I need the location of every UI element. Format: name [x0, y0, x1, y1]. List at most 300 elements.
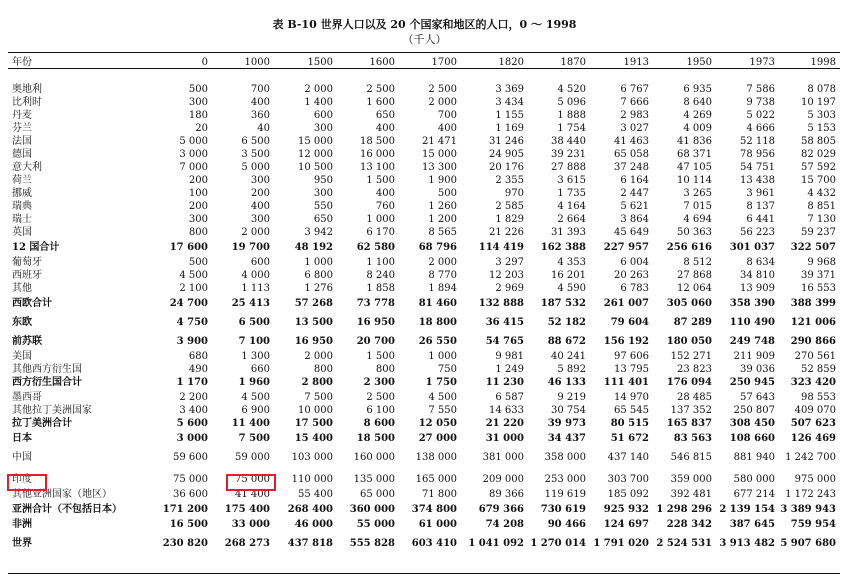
table-cell: 200 — [250, 188, 270, 199]
table-cell: 5 892 — [557, 364, 586, 375]
table-cell: 180 — [188, 110, 208, 121]
table-cell: 8 640 — [683, 97, 712, 108]
row-label: 其他西方衍生国 — [12, 364, 82, 375]
table-cell: 38 440 — [551, 136, 586, 147]
table-cell: 13 909 — [740, 283, 775, 294]
table-cell: 73 778 — [356, 298, 395, 309]
table-cell: 4 432 — [807, 188, 836, 199]
table-cell: 54 751 — [740, 162, 775, 173]
table-cell: 180 050 — [666, 336, 712, 347]
table-cell: 1 600 — [366, 97, 395, 108]
table-cell: 250 807 — [733, 405, 775, 416]
table-cell: 54 765 — [485, 336, 524, 347]
table-cell: 228 342 — [666, 519, 712, 530]
table-cell: 209 000 — [482, 474, 524, 485]
table-cell: 1 858 — [366, 283, 395, 294]
table-cell: 7 550 — [428, 405, 457, 416]
table-row — [0, 297, 849, 310]
table-cell: 7 586 — [746, 84, 775, 95]
table-cell: 30 754 — [551, 405, 586, 416]
table-cell: 975 000 — [794, 474, 836, 485]
table-cell: 374 800 — [411, 504, 457, 515]
table-cell: 700 — [250, 84, 270, 95]
table-cell: 250 945 — [729, 377, 775, 388]
table-cell: 68 796 — [418, 242, 457, 253]
table-row — [0, 518, 849, 531]
table-row — [0, 241, 849, 254]
table-header-row — [0, 56, 849, 69]
table-cell: 55 000 — [356, 519, 395, 530]
table-cell: 15 400 — [294, 433, 333, 444]
table-cell: 580 000 — [733, 474, 775, 485]
table-cell: 45 649 — [614, 227, 649, 238]
table-cell: 358 390 — [729, 298, 775, 309]
highlight-china-1000 — [226, 474, 276, 491]
table-cell: 750 — [437, 364, 457, 375]
table-cell: 160 000 — [353, 452, 395, 463]
table-cell: 39 371 — [801, 270, 836, 281]
table-cell: 8 770 — [428, 270, 457, 281]
table-cell: 3 000 — [176, 433, 208, 444]
column-header: 1500 — [307, 57, 333, 68]
column-header: 1973 — [749, 57, 775, 68]
table-cell: 5 621 — [620, 201, 649, 212]
table-cell: 300 — [250, 214, 270, 225]
table-cell: 176 094 — [666, 377, 712, 388]
table-cell: 270 561 — [794, 351, 836, 362]
table-cell: 1 242 700 — [785, 452, 836, 463]
row-label: 瑞士 — [12, 214, 32, 225]
row-label: 法国 — [12, 136, 32, 147]
table-cell: 5 000 — [241, 162, 270, 173]
table-cell: 8 240 — [366, 270, 395, 281]
table-cell: 9 981 — [495, 351, 524, 362]
table-cell: 23 823 — [677, 364, 712, 375]
table-cell: 300 — [188, 214, 208, 225]
table-cell: 2 000 — [428, 257, 457, 268]
row-label: 其他拉丁美洲国家 — [12, 405, 92, 416]
table-cell: 305 060 — [666, 298, 712, 309]
table-cell: 409 070 — [794, 405, 836, 416]
table-cell: 4 269 — [683, 110, 712, 121]
table-cell: 679 366 — [478, 504, 524, 515]
table-cell: 58 805 — [801, 136, 836, 147]
table-row — [0, 537, 849, 550]
table-cell: 75 000 — [235, 474, 270, 485]
table-cell: 230 820 — [162, 538, 208, 549]
table-cell: 18 500 — [356, 433, 395, 444]
table-cell: 88 672 — [547, 336, 586, 347]
table-cell: 2 969 — [495, 283, 524, 294]
table-cell: 27 000 — [418, 433, 457, 444]
table-cell: 2 000 — [304, 84, 333, 95]
row-label: 奥地利 — [12, 84, 42, 95]
table-cell: 1 200 — [428, 214, 457, 225]
row-label: 其他 — [12, 283, 32, 294]
table-cell: 555 828 — [349, 538, 395, 549]
table-cell: 13 500 — [294, 317, 333, 328]
table-cell: 56 223 — [740, 227, 775, 238]
table-cell: 1 791 020 — [593, 538, 649, 549]
row-label: 美国 — [12, 351, 32, 362]
table-cell: 6 767 — [620, 84, 649, 95]
table-cell: 261 007 — [603, 298, 649, 309]
table-cell: 10 114 — [677, 175, 712, 186]
table-cell: 33 000 — [231, 519, 270, 530]
table-cell: 31 393 — [551, 227, 586, 238]
table-row — [0, 417, 849, 430]
table-cell: 7 500 — [238, 433, 270, 444]
table-cell: 87 289 — [673, 317, 712, 328]
table-cell: 132 888 — [478, 298, 524, 309]
table-cell: 89 366 — [489, 489, 524, 500]
table-cell: 300 — [313, 123, 333, 134]
table-cell: 17 500 — [294, 418, 333, 429]
table-cell: 3 400 — [179, 405, 208, 416]
row-label: 非洲 — [12, 519, 32, 530]
table-cell: 79 604 — [610, 317, 649, 328]
table-cell: 5 153 — [807, 123, 836, 134]
table-cell: 9 219 — [557, 392, 586, 403]
table-cell: 6 100 — [366, 405, 395, 416]
column-header-year: 年份 — [12, 57, 32, 68]
table-cell: 1 900 — [428, 175, 457, 186]
table-cell: 59 237 — [801, 227, 836, 238]
table-cell: 4 009 — [683, 123, 712, 134]
table-cell: 2 000 — [241, 227, 270, 238]
table-cell: 40 — [257, 123, 270, 134]
table-cell: 1 750 — [425, 377, 457, 388]
table-cell: 14 970 — [614, 392, 649, 403]
table-cell: 3 000 — [179, 149, 208, 160]
table-cell: 2 000 — [304, 351, 333, 362]
table-cell: 108 660 — [729, 433, 775, 444]
table-cell: 1 276 — [304, 283, 333, 294]
table-cell: 2 500 — [366, 392, 395, 403]
table-cell: 1 894 — [428, 283, 457, 294]
table-cell: 25 413 — [231, 298, 270, 309]
table-cell: 6 004 — [620, 257, 649, 268]
table-cell: 500 — [188, 84, 208, 95]
table-cell: 323 420 — [790, 377, 836, 388]
table-cell: 13 300 — [422, 162, 457, 173]
table-cell: 4 520 — [557, 84, 586, 95]
table-cell: 1 500 — [366, 351, 395, 362]
table-row — [0, 96, 849, 109]
table-row — [0, 135, 849, 148]
table-cell: 301 037 — [729, 242, 775, 253]
table-cell: 2 300 — [363, 377, 395, 388]
table-cell: 137 352 — [670, 405, 712, 416]
table-cell: 46 000 — [294, 519, 333, 530]
table-row — [0, 213, 849, 226]
table-cell: 4 000 — [241, 270, 270, 281]
table-cell: 37 248 — [614, 162, 649, 173]
table-row — [0, 350, 849, 363]
table-row — [0, 473, 849, 486]
table-cell: 119 619 — [544, 489, 586, 500]
table-row — [0, 432, 849, 445]
table-cell: 75 000 — [173, 474, 208, 485]
table-cell: 437 140 — [607, 452, 649, 463]
table-cell: 114 419 — [478, 242, 524, 253]
table-cell: 268 400 — [287, 504, 333, 515]
table-cell: 14 633 — [489, 405, 524, 416]
table-cell: 1 000 — [428, 351, 457, 362]
table-cell: 71 800 — [422, 489, 457, 500]
table-cell: 400 — [375, 123, 395, 134]
table-cell: 1 260 — [428, 201, 457, 212]
table-cell: 1 170 — [176, 377, 208, 388]
table-cell: 24 905 — [489, 149, 524, 160]
highlight-china-label — [7, 474, 47, 491]
table-cell: 74 208 — [485, 519, 524, 530]
table-cell: 3 961 — [746, 188, 775, 199]
table-cell: 4 164 — [557, 201, 586, 212]
table-cell: 500 — [437, 188, 457, 199]
table-cell: 16 500 — [169, 519, 208, 530]
table-cell: 162 388 — [540, 242, 586, 253]
table-cell: 507 623 — [790, 418, 836, 429]
table-cell: 8 851 — [807, 201, 836, 212]
table-cell: 13 795 — [614, 364, 649, 375]
table-cell: 52 182 — [547, 317, 586, 328]
table-cell: 3 369 — [495, 84, 524, 95]
row-label: 东欧 — [12, 317, 32, 328]
table-cell: 759 954 — [790, 519, 836, 530]
table-cell: 41 463 — [614, 136, 649, 147]
table-cell: 308 450 — [729, 418, 775, 429]
table-cell: 2 200 — [179, 392, 208, 403]
table-row — [0, 335, 849, 348]
row-label: 拉丁美洲合计 — [12, 418, 72, 429]
column-header: 1870 — [560, 57, 586, 68]
table-cell: 48 192 — [294, 242, 333, 253]
table-cell: 16 950 — [356, 317, 395, 328]
table-cell: 68 371 — [677, 149, 712, 160]
table-cell: 41 400 — [235, 489, 270, 500]
table-cell: 65 545 — [614, 405, 649, 416]
table-cell: 2 585 — [495, 201, 524, 212]
table-cell: 97 606 — [614, 351, 649, 362]
column-header: 1820 — [498, 57, 524, 68]
table-cell: 31 000 — [485, 433, 524, 444]
row-label: 墨西哥 — [12, 392, 42, 403]
table-cell: 46 133 — [547, 377, 586, 388]
table-cell: 8 078 — [807, 84, 836, 95]
table-cell: 7 100 — [238, 336, 270, 347]
table-cell: 600 — [250, 257, 270, 268]
table-cell: 16 000 — [360, 149, 395, 160]
table-cell: 300 — [250, 175, 270, 186]
table-cell: 8 600 — [363, 418, 395, 429]
table-cell: 1 960 — [238, 377, 270, 388]
table-cell: 12 050 — [418, 418, 457, 429]
table-cell: 21 220 — [485, 418, 524, 429]
table-cell: 27 868 — [677, 270, 712, 281]
table-cell: 359 000 — [670, 474, 712, 485]
table-row — [0, 404, 849, 417]
table-cell: 51 672 — [610, 433, 649, 444]
table-cell: 2 500 — [428, 84, 457, 95]
table-cell: 200 — [188, 175, 208, 186]
table-cell: 700 — [437, 110, 457, 121]
table-cell: 7 666 — [620, 97, 649, 108]
column-header: 1913 — [623, 57, 649, 68]
table-cell: 110 490 — [729, 317, 775, 328]
table-cell: 8 634 — [746, 257, 775, 268]
table-cell: 12 203 — [489, 270, 524, 281]
table-cell: 3 297 — [495, 257, 524, 268]
table-cell: 31 246 — [489, 136, 524, 147]
table-cell: 4 500 — [428, 392, 457, 403]
table-cell: 47 105 — [677, 162, 712, 173]
table-row — [0, 363, 849, 376]
table-cell: 300 — [313, 188, 333, 199]
table-cell: 1 888 — [557, 110, 586, 121]
table-cell: 211 909 — [733, 351, 775, 362]
table-cell: 303 700 — [607, 474, 649, 485]
table-row — [0, 161, 849, 174]
table-cell: 300 — [188, 97, 208, 108]
table-cell: 400 — [437, 123, 457, 134]
table-cell: 253 000 — [544, 474, 586, 485]
table-cell: 90 466 — [547, 519, 586, 530]
table-cell: 2 000 — [428, 97, 457, 108]
table-cell: 59 600 — [173, 452, 208, 463]
table-cell: 760 — [375, 201, 395, 212]
table-row — [0, 376, 849, 389]
table-row — [0, 122, 849, 135]
table-cell: 2 800 — [301, 377, 333, 388]
table-cell: 730 619 — [540, 504, 586, 515]
row-label: 瑞典 — [12, 201, 32, 212]
table-cell: 268 273 — [224, 538, 270, 549]
table-cell: 8 565 — [428, 227, 457, 238]
table-cell: 6 587 — [495, 392, 524, 403]
table-cell: 3 434 — [495, 97, 524, 108]
table-cell: 3 864 — [620, 214, 649, 225]
table-cell: 490 — [188, 364, 208, 375]
table-cell: 5 022 — [746, 110, 775, 121]
table-row — [0, 174, 849, 187]
table-cell: 57 643 — [740, 392, 775, 403]
table-row — [0, 488, 849, 501]
table-cell: 26 550 — [418, 336, 457, 347]
table-cell: 388 399 — [790, 298, 836, 309]
table-cell: 11 230 — [485, 377, 524, 388]
table-row — [0, 503, 849, 516]
row-label: 西欧合计 — [12, 298, 52, 309]
table-cell: 15 000 — [298, 136, 333, 147]
table-cell: 21 471 — [422, 136, 457, 147]
table-cell: 1 113 — [241, 283, 270, 294]
table-row — [0, 282, 849, 295]
table-cell: 6 500 — [241, 136, 270, 147]
table-cell: 20 176 — [489, 162, 524, 173]
table-cell: 36 600 — [173, 489, 208, 500]
table-cell: 322 507 — [790, 242, 836, 253]
table-cell: 18 500 — [360, 136, 395, 147]
table-cell: 3 389 943 — [780, 504, 836, 515]
table-cell: 7 130 — [807, 214, 836, 225]
row-label: 芬兰 — [12, 123, 32, 134]
table-cell: 20 263 — [614, 270, 649, 281]
row-label: 亚洲合计（不包括日本） — [12, 504, 122, 515]
table-cell: 165 837 — [666, 418, 712, 429]
table-row — [0, 187, 849, 200]
table-cell: 1 829 — [495, 214, 524, 225]
table-cell: 970 — [504, 188, 524, 199]
table-cell: 660 — [250, 364, 270, 375]
table-cell: 1 270 014 — [530, 538, 586, 549]
row-label: 前苏联 — [12, 336, 42, 347]
table-cell: 138 000 — [415, 452, 457, 463]
table-cell: 6 170 — [366, 227, 395, 238]
table-row — [0, 226, 849, 239]
table-cell: 65 000 — [360, 489, 395, 500]
row-label: 比利时 — [12, 97, 42, 108]
table-cell: 40 241 — [551, 351, 586, 362]
table-cell: 39 036 — [740, 364, 775, 375]
table-cell: 680 — [188, 351, 208, 362]
table-cell: 5 907 680 — [780, 538, 836, 549]
table-cell: 360 — [250, 110, 270, 121]
table-cell: 4 750 — [176, 317, 208, 328]
table-cell: 1 100 — [366, 257, 395, 268]
table-cell: 1 400 — [304, 97, 333, 108]
table-cell: 249 748 — [729, 336, 775, 347]
table-cell: 360 000 — [349, 504, 395, 515]
table-cell: 603 410 — [411, 538, 457, 549]
column-header: 1998 — [810, 57, 836, 68]
table-cell: 36 415 — [485, 317, 524, 328]
table-cell: 4 666 — [746, 123, 775, 134]
table-cell: 200 — [188, 201, 208, 212]
table-cell: 121 006 — [790, 317, 836, 328]
column-header: 1700 — [431, 57, 457, 68]
table-cell: 2 983 — [620, 110, 649, 121]
table-cell: 10 500 — [298, 162, 333, 173]
table-cell: 227 957 — [603, 242, 649, 253]
table-row — [0, 451, 849, 464]
row-label: 世界 — [12, 538, 32, 549]
table-cell: 39 973 — [547, 418, 586, 429]
table-cell: 881 940 — [733, 452, 775, 463]
table-cell: 57 592 — [801, 162, 836, 173]
table-cell: 1 000 — [304, 257, 333, 268]
table-cell: 1 735 — [557, 188, 586, 199]
table-cell: 50 363 — [677, 227, 712, 238]
table-row — [0, 109, 849, 122]
table-cell: 17 600 — [169, 242, 208, 253]
table-cell: 80 515 — [610, 418, 649, 429]
table-cell: 187 532 — [540, 298, 586, 309]
table-cell: 78 956 — [740, 149, 775, 160]
table-cell: 2 664 — [557, 214, 586, 225]
column-header: 1950 — [686, 57, 712, 68]
table-cell: 650 — [375, 110, 395, 121]
table-cell: 800 — [375, 364, 395, 375]
table-cell: 126 469 — [790, 433, 836, 444]
table-cell: 6 800 — [304, 270, 333, 281]
table-cell: 800 — [188, 227, 208, 238]
table-cell: 12 000 — [298, 149, 333, 160]
table-cell: 6 783 — [620, 283, 649, 294]
table-cell: 3 913 482 — [719, 538, 775, 549]
row-label: 中国 — [12, 452, 32, 463]
row-label: 西方衍生国合计 — [12, 377, 82, 388]
